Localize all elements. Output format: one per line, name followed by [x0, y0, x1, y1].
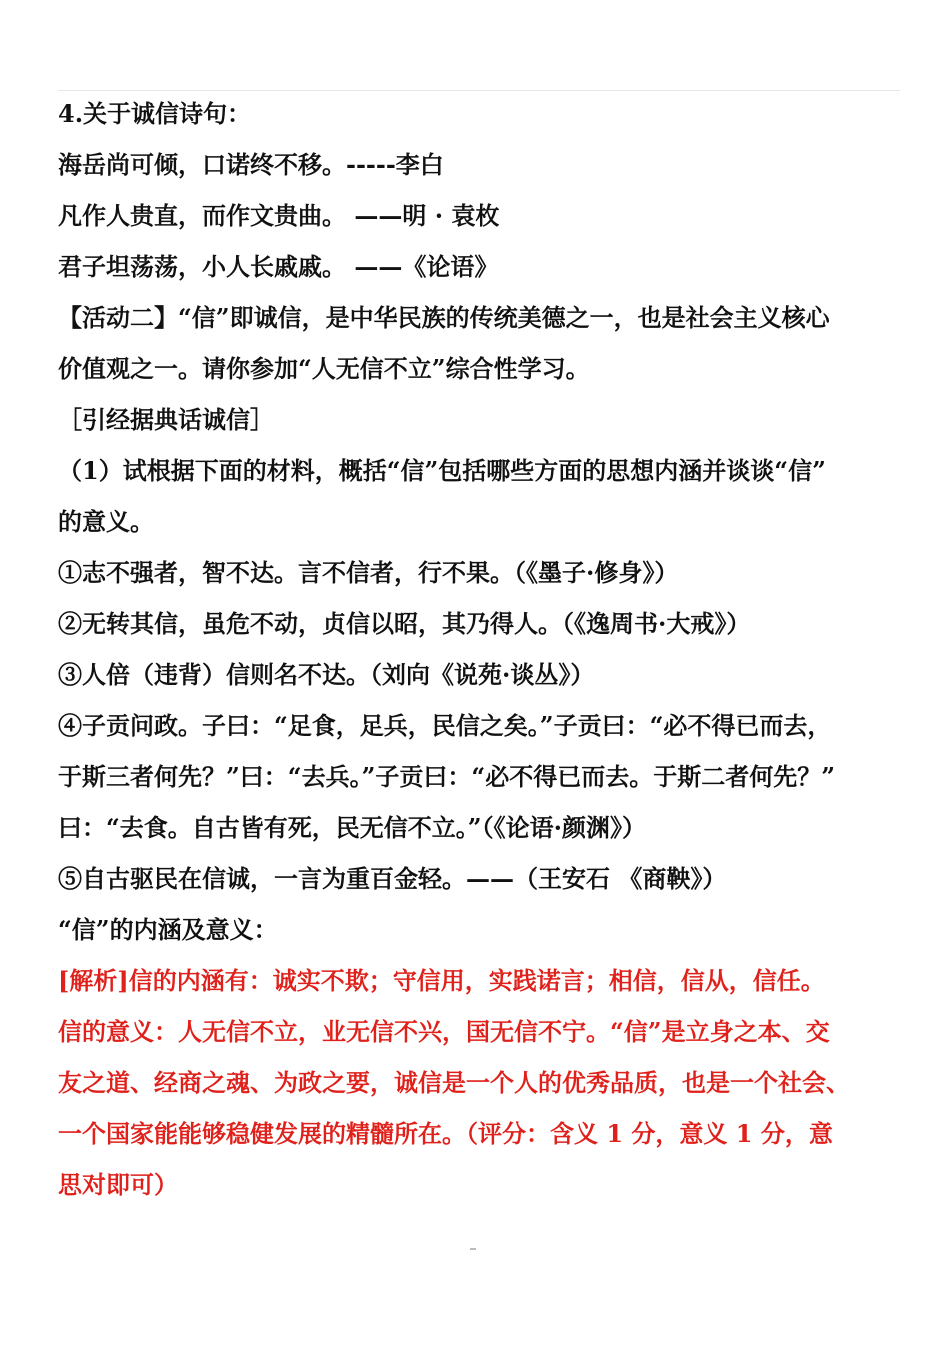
- question-line: 的意义。: [58, 507, 154, 536]
- activity-line: 【活动二】“信”即诚信，是中华民族的传统美德之一，也是社会主义核心: [58, 303, 830, 332]
- analysis-line: 思对即可）: [58, 1170, 178, 1199]
- activity-line: 价值观之一。请你参加“人无信不立”综合性学习。: [58, 354, 590, 383]
- material-line: ⑤自古驱民在信诚，一言为重百金轻。——（王安石 《商鞅》）: [58, 864, 727, 893]
- analysis-line: 一个国家能能够稳健发展的精髓所在。（评分：含义 1 分，意义 1 分，意: [58, 1119, 833, 1148]
- top-divider: [58, 90, 900, 91]
- question-line: （1）试根据下面的材料，概括“信”包括哪些方面的思想内涵并谈谈“信”: [58, 456, 826, 485]
- analysis-line: [解析]信的内涵有：诚实不欺；守信用，实践诺言；相信，信从，信任。: [58, 966, 825, 995]
- analysis-line: 信的意义：人无信不立，业无信不兴，国无信不宁。“信”是立身之本、交: [58, 1017, 830, 1046]
- material-line: 于斯三者何先？”曰：“去兵。”子贡曰：“必不得已而去。于斯二者何先？”: [58, 762, 836, 791]
- material-line: ④子贡问政。子曰：“足食，足兵，民信之矣。”子贡曰：“必不得已而去，: [58, 711, 832, 740]
- material-line: 曰：“去食。自古皆有死，民无信不立。”（《论语·颜渊》）: [58, 813, 646, 842]
- material-line: ②无转其信，虽危不动，贞信以昭，其乃得人。（《逸周书·大戒》）: [58, 609, 751, 638]
- material-line: ①志不强者，智不达。言不信者，行不果。（《墨子·修身》）: [58, 558, 679, 587]
- answer-prompt: “信”的内涵及意义：: [58, 915, 278, 944]
- analysis-line: 友之道、经商之魂、为政之要，诚信是一个人的优秀品质，也是一个社会、: [58, 1068, 850, 1097]
- section-title: 4.关于诚信诗句：: [58, 99, 252, 128]
- poem-line: 凡作人贵直，而作文贵曲。 ——明 · 袁枚: [58, 201, 500, 230]
- page-mark: [470, 1248, 476, 1250]
- activity-subheading: ［引经据典话诚信］: [58, 405, 274, 434]
- poem-line: 海岳尚可倾，口诺终不移。-----李白: [58, 150, 444, 179]
- material-line: ③人倍（违背）信则名不达。（刘向《说苑·谈丛》）: [58, 660, 595, 689]
- poem-line: 君子坦荡荡，小人长戚戚。 ——《论语》: [58, 252, 499, 281]
